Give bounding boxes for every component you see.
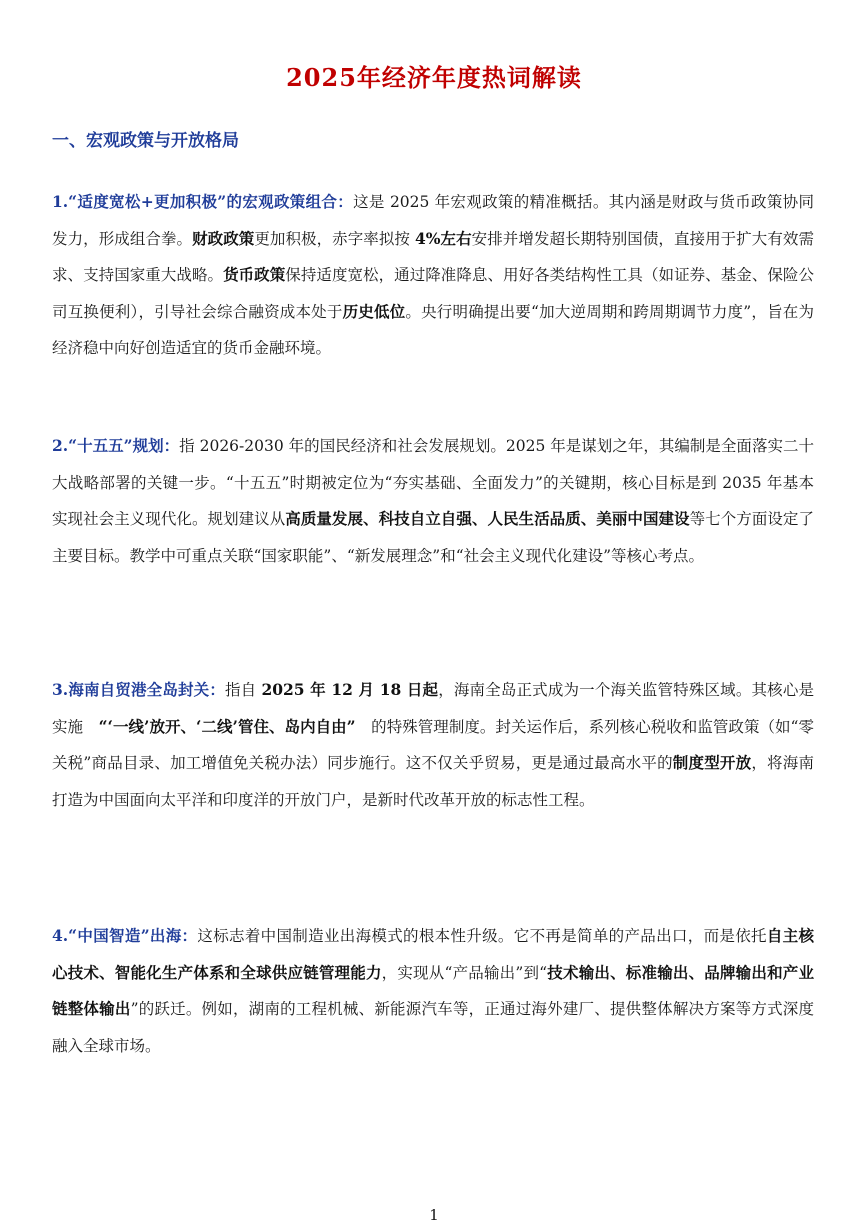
body-text: ，将海南打造为中国面向太平洋和印度洋的开放门户，是新时代改革开放的标志性工程。: [52, 754, 814, 809]
entry-15th-five-year-plan: [52, 428, 814, 574]
entry-title: 4.“中国智造”出海：: [52, 926, 198, 945]
body-text: ，海南全岛正式成为一个海关监管特殊区域。其核心是实施: [52, 681, 814, 736]
emphasis-text: 4%左右: [414, 228, 472, 248]
emphasis-text: 货币政策: [223, 265, 286, 284]
emphasis-text: 技术输出、标准输出、品牌输出和产业链整体输出: [52, 962, 814, 1018]
document-title: 2025年经济年度热词解读: [286, 63, 582, 92]
body-text: 这是 2025 年宏观政策的精准概括。其内涵是财政与货币政策协同发力，形成组合拳。: [52, 193, 814, 248]
body-text: 保持适度宽松，通过降准降息、用好各类结构性工具（如证券、基金、保险公司互换便利），引导社会综合融资成本处于: [52, 266, 814, 321]
emphasis-text: 历史低位: [342, 301, 406, 321]
entry-title: 1.“适度宽松+更加积极”的宏观政策组合：: [52, 192, 354, 211]
section-heading: 一、宏观政策与开放格局: [52, 131, 239, 151]
entry-hainan-ftp: [52, 672, 814, 818]
entry-body: [52, 681, 814, 809]
emphasis-text: 财政政策: [192, 228, 255, 248]
page-number: 1: [429, 1206, 439, 1224]
emphasis-text: 制度型开放: [672, 753, 752, 772]
entry-body: [52, 927, 814, 1055]
emphasis-text: 高质量发展、科技自立自强、人民生活品质、美丽中国建设: [285, 509, 690, 528]
body-text: 的特殊管理制度。封关运作后，系列核心税收和监管政策（如“零关税”商品目录、加工增值免关税办法）同步施行。这不仅关乎贸易，更是通过最高水平的: [52, 717, 814, 772]
body-text: 更加积极，赤字率拟按: [254, 229, 415, 248]
body-text: 。央行明确提出要“加大逆周期和跨周期调节力度”，旨在为经济稳中向好创造适宜的货币金融环境。: [52, 302, 814, 357]
body-text: 等七个方面设定了主要目标。教学中可重点关联“国家职能”、“新发展理念”和“社会主义现代化建设”等核心考点。: [52, 510, 814, 565]
body-text: ”的跃迁。例如，湖南的工程机械、新能源汽车等，正通过海外建厂、提供整体解决方案等方式深度融入全球市场。: [52, 1000, 814, 1055]
body-text: 安排并增发超长期特别国债，直接用于扩大有效需求、支持国家重大战略。: [52, 229, 814, 284]
entry-macro-policy: [52, 184, 814, 367]
body-text: 这标志着中国制造业出海模式的根本性升级。它不再是简单的产品出口，而是依托: [197, 927, 767, 945]
body-text: ，实现从“产品输出”到“: [381, 963, 548, 982]
body-text: 指 2026-2030 年的国民经济和社会发展规划。2025 年是谋划之年，其编制是全面落实二十大战略部署的关键一步。“十五五”时期被定位为“夯实基础、全面发力”的关键期，核心目标是到 2035 年基本实现社会主义现代化。规划建议从: [52, 437, 814, 528]
body-text: 指自: [225, 681, 262, 699]
entry-body: [52, 193, 814, 357]
entry-title: 3.海南自贸港全岛封关：: [52, 680, 225, 699]
entry-title: 2.“十五五”规划：: [52, 436, 180, 455]
emphasis-text: “‘一线’放开、‘二线’管住、岛内自由”: [98, 716, 356, 736]
entry-china-smart-manufacturing: [52, 918, 814, 1064]
emphasis-text: 2025 年 12 月 18 日起: [261, 680, 439, 699]
entry-body: [52, 437, 814, 565]
emphasis-text: 自主核心技术、智能化生产体系和全球供应链管理能力: [52, 926, 814, 982]
